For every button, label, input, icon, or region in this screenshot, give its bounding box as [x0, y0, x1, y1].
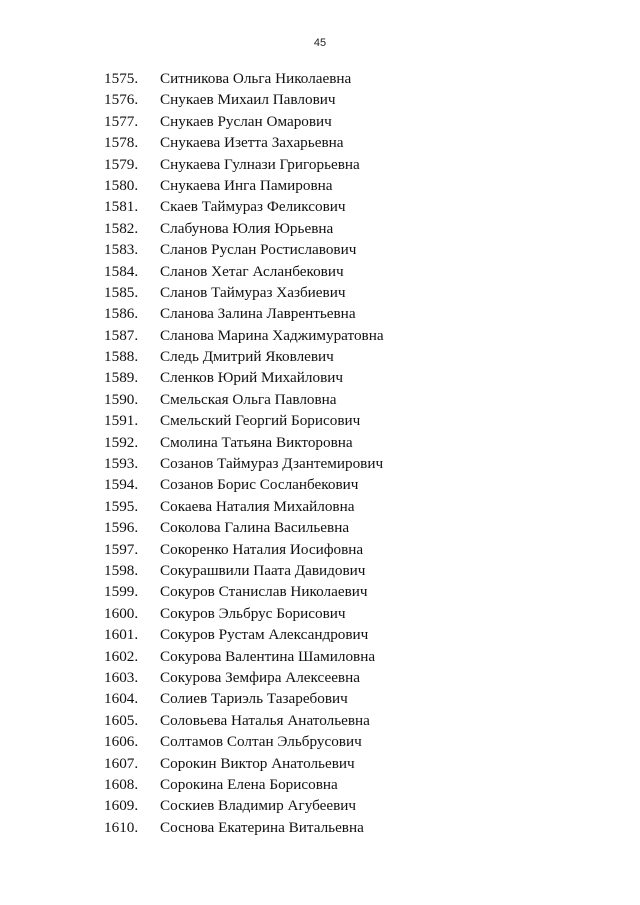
entry-number: 1587.: [104, 326, 139, 344]
list-item: [0, 624, 640, 645]
list-item: [0, 196, 640, 217]
entry-number: 1599.: [104, 583, 139, 601]
entry-number: 1589.: [104, 369, 139, 387]
entry-name: Сокурова Валентина Шамиловна: [160, 647, 376, 665]
entry-number: 1577.: [104, 112, 139, 130]
entry-number: 1596.: [104, 519, 139, 537]
entry-name: Следь Дмитрий Яковлевич: [160, 348, 334, 366]
list-item: [0, 239, 640, 260]
list-item: [0, 132, 640, 153]
list-item: [0, 453, 640, 474]
entry-number: 1591.: [104, 412, 139, 430]
entry-number: 1583.: [104, 241, 139, 259]
list-item: [0, 795, 640, 816]
list-item: [0, 817, 640, 838]
entry-name: Смельский Георгий Борисович: [160, 412, 361, 430]
entry-name: Сланов Хетаг Асланбекович: [160, 262, 344, 280]
entry-name: Сокурашвили Паата Давидович: [160, 561, 366, 579]
entry-number: 1584.: [104, 262, 139, 280]
list-item: [0, 175, 640, 196]
entry-name: Соснова Екатерина Витальевна: [160, 818, 364, 836]
entry-number: 1606.: [104, 733, 139, 751]
entry-name: Созанов Таймураз Дзантемирович: [160, 455, 384, 473]
entry-name: Солтамов Солтан Эльбрусович: [160, 733, 362, 751]
entry-number: 1579.: [104, 155, 139, 173]
entry-name: Снукаева Инга Памировна: [160, 176, 333, 194]
list-item: [0, 303, 640, 324]
entry-name: Снукаева Гулнази Григорьевна: [160, 155, 360, 173]
entry-name: Сокоренко Наталия Иосифовна: [160, 540, 364, 558]
entry-number: 1597.: [104, 540, 139, 558]
entry-number: 1594.: [104, 476, 139, 494]
list-item: [0, 218, 640, 239]
list-item: [0, 367, 640, 388]
entry-name: Сокаева Наталия Михайловна: [160, 497, 355, 515]
list-item: [0, 261, 640, 282]
list-item: [0, 603, 640, 624]
entry-number: 1610.: [104, 818, 139, 836]
entry-name: Скаев Таймураз Феликсович: [160, 198, 346, 216]
list-item: [0, 646, 640, 667]
entry-name: Сленков Юрий Михайлович: [160, 369, 344, 387]
entry-name: Снукаев Руслан Омарович: [160, 112, 332, 130]
list-item: [0, 539, 640, 560]
list-item: [0, 474, 640, 495]
entry-number: 1607.: [104, 754, 139, 772]
list-item: [0, 389, 640, 410]
entry-name: Сланова Залина Лаврентьевна: [160, 305, 356, 323]
list-item: [0, 432, 640, 453]
list-item: [0, 710, 640, 731]
entry-name: Снукаев Михаил Павлович: [160, 91, 336, 109]
list-item: [0, 346, 640, 367]
entry-name: Сорокин Виктор Анатольевич: [160, 754, 355, 772]
entry-number: 1609.: [104, 797, 139, 815]
entry-number: 1598.: [104, 561, 139, 579]
entry-name: Соловьева Наталья Анатольевна: [160, 711, 370, 729]
entry-number: 1586.: [104, 305, 139, 323]
entry-number: 1605.: [104, 711, 139, 729]
entry-number: 1592.: [104, 433, 139, 451]
entry-number: 1582.: [104, 219, 139, 237]
list-item: [0, 496, 640, 517]
entry-name: Смельская Ольга Павловна: [160, 390, 337, 408]
name-list: [0, 68, 640, 838]
list-item: [0, 731, 640, 752]
entry-number: 1602.: [104, 647, 139, 665]
list-item: [0, 560, 640, 581]
entry-name: Созанов Борис Сосланбекович: [160, 476, 359, 494]
entry-name: Соколова Галина Васильевна: [160, 519, 350, 537]
entry-number: 1601.: [104, 626, 139, 644]
entry-number: 1595.: [104, 497, 139, 515]
list-item: [0, 282, 640, 303]
entry-name: Соскиев Владимир Агубеевич: [160, 797, 357, 815]
entry-name: Сокуров Эльбрус Борисович: [160, 604, 346, 622]
entry-name: Сланов Таймураз Хазбиевич: [160, 283, 346, 301]
list-item: [0, 667, 640, 688]
entry-number: 1575.: [104, 70, 139, 87]
entry-number: 1580.: [104, 176, 139, 194]
list-item: [0, 688, 640, 709]
entry-name: Смолина Татьяна Викторовна: [160, 433, 353, 451]
entry-name: Сорокина Елена Борисовна: [160, 775, 338, 793]
list-item: [0, 753, 640, 774]
entry-name: Сокуров Станислав Николаевич: [160, 583, 368, 601]
entry-number: 1593.: [104, 455, 139, 473]
entry-number: 1588.: [104, 348, 139, 366]
entry-number: 1590.: [104, 390, 139, 408]
entry-name: Сланова Марина Хаджимуратовна: [160, 326, 384, 344]
list-item: [0, 68, 640, 89]
entry-number: 1600.: [104, 604, 139, 622]
list-item: [0, 89, 640, 110]
entry-name: Снукаева Изетта Захарьевна: [160, 134, 344, 152]
entry-number: 1578.: [104, 134, 139, 152]
list-item: [0, 325, 640, 346]
entry-name: Ситникова Ольга Николаевна: [160, 70, 352, 87]
entry-number: 1576.: [104, 91, 139, 109]
entry-name: Солиев Тариэль Тазаребович: [160, 690, 348, 708]
entry-number: 1581.: [104, 198, 139, 216]
entry-name: Сокуров Рустам Александрович: [160, 626, 369, 644]
entry-number: 1604.: [104, 690, 139, 708]
entry-number: 1603.: [104, 668, 139, 686]
entry-number: 1608.: [104, 775, 139, 793]
entry-number: 1585.: [104, 283, 139, 301]
entry-name: Сокурова Земфира Алексеевна: [160, 668, 360, 686]
entry-name: Сланов Руслан Ростиславович: [160, 241, 357, 259]
entry-name: Слабунова Юлия Юрьевна: [160, 219, 334, 237]
list-item: [0, 111, 640, 132]
list-item: [0, 154, 640, 175]
page-number: 45: [313, 37, 327, 49]
list-item: [0, 410, 640, 431]
list-item: [0, 581, 640, 602]
list-item: [0, 517, 640, 538]
list-item: [0, 774, 640, 795]
